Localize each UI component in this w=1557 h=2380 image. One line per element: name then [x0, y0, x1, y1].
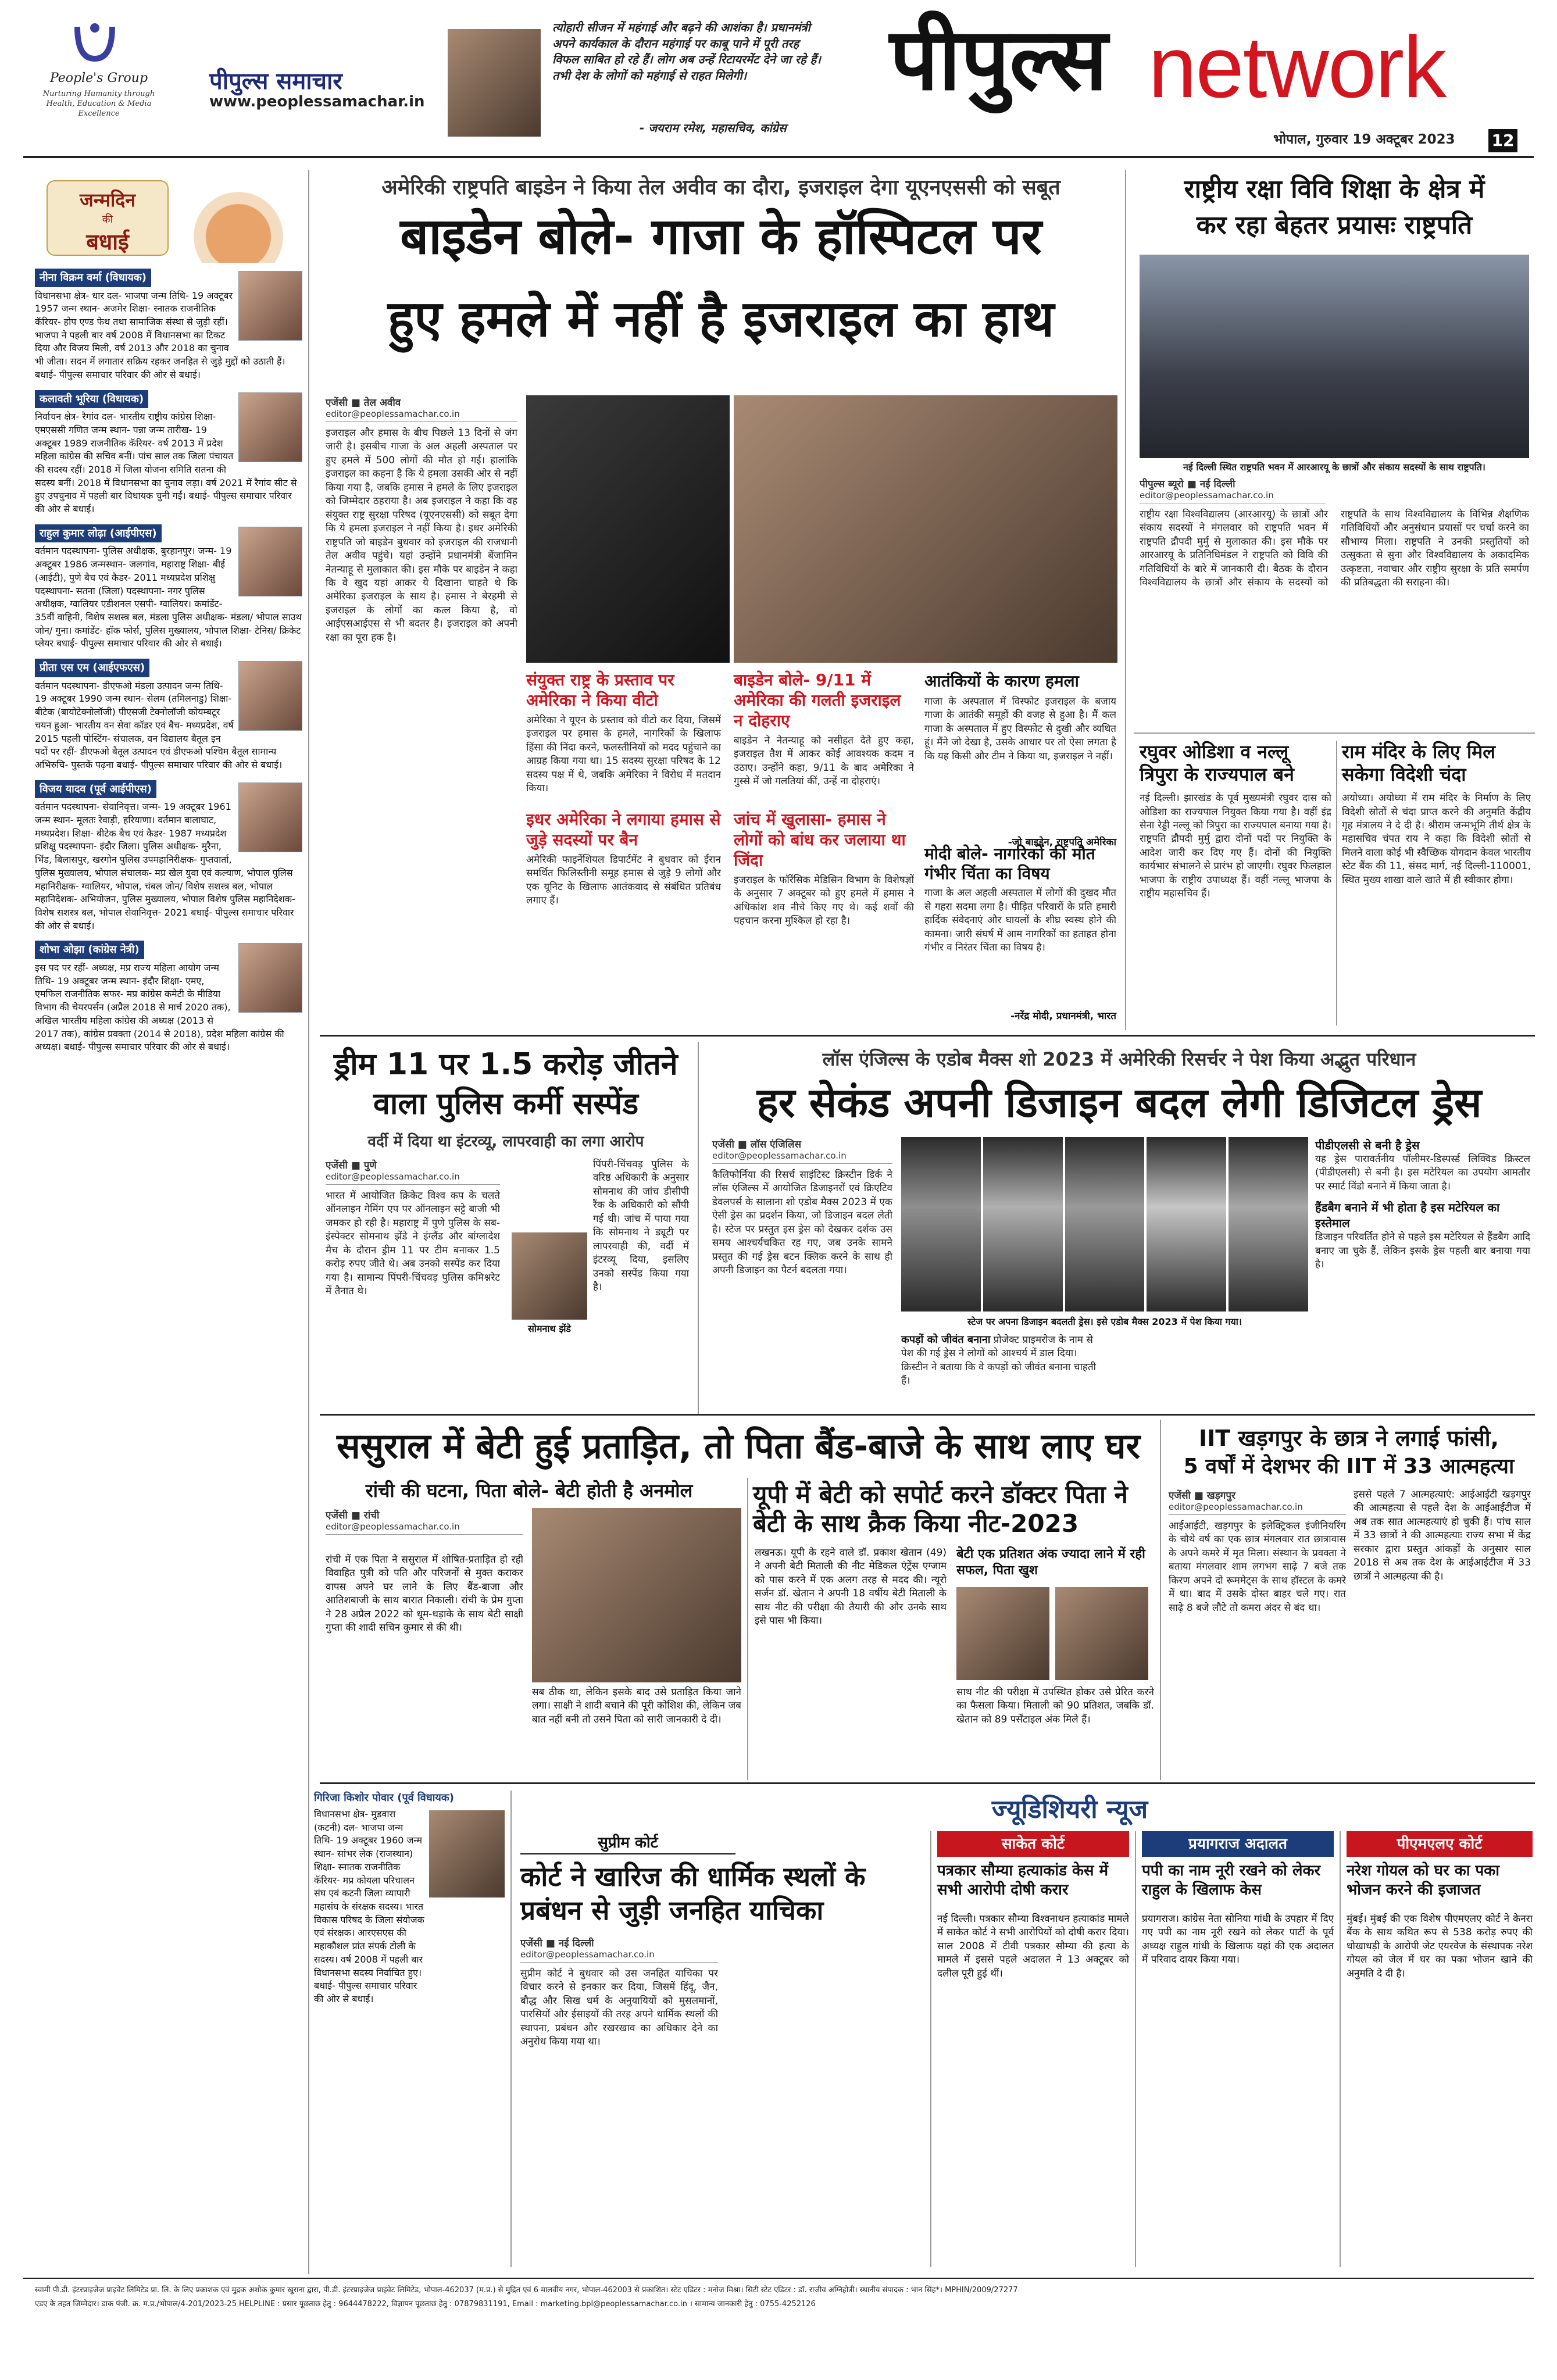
gaza-sub4 — [734, 809, 914, 1066]
gaza-sub6-body: गाजा के अल अहली अस्पताल में लोगों की दुखद मौत से गहरा सदमा लगा है। पीड़ित परिवारों के प्रति हमारी हार्दिक संवेदनाएं और घायलों के शीघ्र स्वस्थ होने की कामना। जारी संघर्ष में आम नागरिकों का हताहत होना गंभीर व निरंतर चिंता का विषय है। — [924, 887, 1116, 953]
prayag-label: प्रयागराज अदालत — [1142, 1831, 1334, 1857]
birthday-entry-text: विधानसभा क्षेत्र- धार दल- भाजपा जन्म तिथि- 19 अक्टूबर 1957 जन्म स्थान- अजमेर शिक्षा- स्नातक राजनीतिक कॅरियर- होप एण्ड फेथ तथा सामाजिक संस्था से जुड़ी रहीं। भाजपा ने पहली बार वर्ष 2008 में विधानसभा का टिकट दिया और विजय मिली, वर्ष 2013 और 2018 का चुनाव भी जीता। सदन में लगातार सक्रिय रहकर जनहित से जुड़े मुद्दों को उठाती हैं। बधाई- पीपुल्स समाचार परिवार की ओर से बधाई। — [35, 290, 285, 380]
dream11-headline-1: ड्रीम 11 पर 1.5 करोड़ जीतने — [334, 1047, 678, 1082]
gaza-headline-2: हुए हमले में नहीं है इजराइल का हाथ — [387, 290, 1055, 348]
birthday-entry-name: विजय यादव (पूर्व आईपीएस) — [35, 780, 156, 799]
gaza-byline: एजेंसी ■ तेल अवीव — [326, 397, 401, 409]
birthday-divider — [308, 170, 309, 2274]
gaza-sub3-title: बाइडेन बोले- 9/11 में अमेरिका की गलती इजराइल न दोहराए — [734, 670, 901, 730]
gaza-sub4-body: इजराइल के फॉरेंसिक मेडिसिन विभाग के विशेषज्ञों के अनुसार 7 अक्टूबर को हुए हमले में हमास ने अधिकांश शव नीचे किए गए थे। कई शवों की पहचान करना मुश्किल हो रहा है। — [734, 874, 914, 927]
birthday-entry-text: इस पद पर रहीं- अध्यक्ष, मप्र राज्य महिला आयोग जन्म तिथि- 19 अक्टूबर जन्म स्थान- इंदौर शिक्षा- एमए, एमफिल राजनीतिक सफर- मप्र कांग्रेस कमेटी के मीडिया विभाग की चेयरपर्सन (अप्रैल 2018 से मार्च 2020 तक), अखिल भारतीय महिला कांग्रेस की अध्यक्ष (2013 से 2017 तक), कांग्रेस प्रवक्ता (2014 से 2018), प्रदेश महिला कांग्रेस की अध्यक्ष। बधाई- पीपुल्स समाचार परिवार की ओर से बधाई। — [35, 962, 284, 1053]
birthday-entry-photo — [238, 661, 302, 731]
birthday-banner — [47, 180, 169, 256]
dream11-photo-caption: सोमनाथ झेंडे — [527, 1323, 571, 1334]
dowry-photo — [532, 1508, 741, 1682]
mid-rule-1 — [320, 1035, 1535, 1037]
page-number: 12 — [1488, 129, 1517, 152]
iit-byline: एजेंसी ■ खड़गपुर — [1169, 1490, 1235, 1502]
rammandir-body: अयोध्या। अयोध्या में राम मंदिर के निर्माण के लिए विदेशी स्रोतों से चंदा प्राप्त करने की अनुमति केंद्रीय गृह मंत्रालय ने दे दी है। श्रीराम जन्मभूमि तीर्थ क्षेत्र के महासचिव चंपत राय ने कहा कि विदेशी स्रोतों से मिलने वाला कोई भी स्वैच्छिक योगदान केवल भारतीय स्टेट बैंक की 11, संसद मार्ग, नई दिल्ली-110001, स्थित मुख्य शाखा वाले खाते में ही स्वीकार होगा। — [1342, 792, 1531, 886]
gaza-sub4-title: जांच में खुलासा- हमास ने लोगों को बांध कर जलाया था जिंदा — [734, 810, 906, 870]
quote-author: - जयराम रमेश, महासचिव, कांग्रेस — [640, 121, 787, 135]
birthday-entry-name: कलावती भूरिया (विधायक) — [35, 390, 148, 409]
dream11-divider — [698, 1042, 699, 1414]
dress-kicker: लॉस एंजिल्स के एडोब मैक्स शो 2023 में अमेरिकी रिसर्चर ने पेश किया अद्भुत परिधान — [822, 1048, 1416, 1070]
dowry-email[interactable]: editor@peoplessamachar.co.in — [326, 1521, 523, 1535]
dream11-body2-cont — [512, 1337, 686, 1401]
iit-story — [1169, 1488, 1346, 1752]
birthday-entry-photo — [238, 392, 302, 462]
prayag-headline: पपी का नाम नूरी रखने को लेकर राहुल के खिलाफ केस — [1142, 1862, 1321, 1899]
dress-sub3-body: डिजाइन परिवर्तित होने से पहले इस मटेरियल से हैंडबैग आदि बनाए जा चुके हैं, लेकिन इसके ड्रेस पहली बार बनाया गया है। — [1315, 1231, 1530, 1271]
birthday-entry-photo — [238, 782, 302, 852]
jaykishan-photo — [429, 1810, 505, 1897]
judiciary-div-2 — [1135, 1831, 1136, 2267]
dowry-byline: एजेंसी ■ रांची — [326, 1510, 380, 1521]
dream11-email[interactable]: editor@peoplessamachar.co.in — [326, 1171, 500, 1185]
dress-photo-3 — [1065, 1137, 1145, 1311]
dress-photo-4 — [1147, 1137, 1226, 1311]
dress-sub1-title: कपड़ों को जीवंत बनाना — [901, 1334, 991, 1346]
birthday-entry-photo — [238, 271, 302, 341]
rammandir-story — [1342, 741, 1531, 1019]
dream11-subhead: वर्दी में दिया था इंटरव्यू, लापरवाही का लगा आरोप — [367, 1133, 644, 1150]
birthday-title-3: बधाई — [86, 229, 129, 255]
dress-body: कैलिफोर्निया की रिसर्च साइंटिस्ट क्रिस्टीन डिर्क ने लॉस एंजिल्स में आयोजित डिजाइनरों एवं क्रिएटिव डेवलपर्स के सालाना शो एडोब मैक्स 2023 में एक ऐसी ड्रेस का प्रदर्शन किया, जो डिजाइन बदल लेती है। स्टेज पर प्रस्तुत इस ड्रेस को देखकर दर्शक उस समय आश्चर्यचकित रह गए, जब उनके सामने प्रस्तुत की गई ड्रेस बटन क्लिक करने के साथ ही अपनी डिजाइन का पैटर्न बदलता गया। — [712, 1169, 892, 1277]
brand-hindi: पीपुल्स — [890, 9, 1108, 109]
dress-byline: एजेंसी ■ लॉस एंजिलिस — [712, 1139, 801, 1150]
dowry-headline: ससुराल में बेटी हुई प्रताड़ित, तो पिता बैंड-बाजे के साथ लाए घर — [336, 1426, 1140, 1467]
jaykishan-box — [314, 1791, 512, 2267]
birthday-column — [35, 170, 302, 2274]
birthday-entry-name: शोभा ओझा (कांग्रेस नेत्री) — [35, 941, 144, 959]
iit-headline-2: 5 वर्षों में देशभर की IIT में 33 आत्महत्या — [1183, 1455, 1515, 1478]
gaza-sub5-author: -जो बाइडेन, राष्ट्रपति अमेरिका — [1008, 837, 1116, 848]
birthday-entry — [35, 524, 302, 651]
paper-small-title: पीपुल्स समाचार — [209, 68, 342, 95]
birthday-entry-text: वर्तमान पदस्थापना- पुलिस अधीक्षक, बुरहानपुर। जन्म- 19 अक्टूबर 1986 जन्मस्थान- जलगांव, महाराष्ट्र शिक्षा- बीई (आईटी), पुणे बैच एवं कैडर- 2011 मध्यप्रदेश प्रशिक्षु पदस्थापना- सतना (जिला) पदस्थापना- नगर पुलिस अधीक्षक, ग्वालियर एडीशनल एसपी- ग्वालियर। कमांडेंट- 35वीं वाहिनी, विशेष सशस्त्र बल, मंडला पुलिस अधीक्षक- मंडला/ भोपाल साउथ जोन/ गुना। कमांडेंट- हॉक फोर्स, पुलिस मुख्यालय, भोपाल शिक्षा- टेनिस/ क्रिकेट प्लेयर बधाई- पीपुल्स समाचार परिवार की ओर से बधाई। — [35, 545, 302, 649]
gaza-email[interactable]: editor@peoplessamachar.co.in — [326, 409, 517, 422]
gaza-sub3-body: बाइडेन ने नेतन्याहू को नसीहत देते हुए कहा, इजराइल तैश में आकर कोई आवश्यक कदम न उठाए। उन्होंने कहा, 9/11 के बाद अमेरिका ने गुस्से में जो गलतियां कीं, उन्हें ना दोहराएं। — [734, 735, 914, 788]
sc-body-col2 — [727, 1936, 924, 2250]
birthday-entry — [35, 390, 302, 516]
saket-body: नई दिल्ली। पत्रकार सौम्या विश्वनाथन हत्याकांड मामले में साकेत कोर्ट ने सभी आरोपियों को दोषी करार दिया। साल 2008 में टीवी पत्रकार सौम्या की हत्या के मामले में इससे पहले अदालत ने 13 अक्टूबर को दलील पूरी हुई थीं। — [937, 1913, 1129, 1979]
dress-photo-5 — [1229, 1137, 1308, 1311]
dream11-body2: पिंपरी-चिंचवड़ पुलिस के वरिष्ठ अधिकारी के अनुसार सोमनाथ की जांच डीसीपी रैंक के अधिकारी को सौंपी गई थी। जांच में पाया गया कि सोमनाथ ने ड्यूटी पर लापरवाही की, वर्दी में इंटरव्यू दिया, इसलिए उनको सस्पेंड किया गया है। — [593, 1159, 689, 1293]
jairam-ramesh-photo — [448, 29, 541, 137]
judiciary-div-3 — [1340, 1831, 1341, 2267]
footer-rule — [23, 2278, 1534, 2279]
sc-byline: एजेंसी ■ नई दिल्ली — [520, 1938, 594, 1949]
birthday-entry — [35, 659, 302, 772]
birthday-entry-text: वर्तमान पदस्थापना- सेवानिवृत्त। जन्म- 19 अक्टूबर 1961 जन्म स्थान- मूलतः रेवाड़ी, हरियाणा। वर्तमान बालाघाट, मध्यप्रदेश। शिक्षा- बीटेक बैच एवं कैडर- 1987 मध्यप्रदेश प्रशिक्षु पदस्थापना- इंदौर जिला। पुलिस अधीक्षक- मुरैना, भिंड, बिलासपुर, खरगोन पुलिस उपमहानिरीक्षक- गुप्तवार्ता, पुलिस मुख्यालय, भोपाल संचालक- मप्र खेल युवा एवं कल्याण, भोपाल पुलिस महानिरीक्षक- ग्वालियर, भोपाल, चंबल जोन/ विशेष सशस्त्र बल, भोपाल महानिदेशक- अभियोजन, पुलिस मुख्यालय, भोपाल विशेष पुलिस महानिदेशक- विशेष सशस्त्र बल, भोपाल सेवानिवृत्त- 2021 बधाई- पीपुल्स समाचार परिवार की ओर से बधाई। — [35, 801, 295, 931]
neet-headline: यूपी में बेटी को सपोर्ट करने डॉक्टर पिता ने बेटी के साथ क्रैक किया नीट-2023 — [753, 1480, 1128, 1538]
birthday-entry — [35, 269, 302, 382]
gaza-sub5 — [924, 670, 1116, 848]
quote-text: त्योहारी सीजन में महंगाई और बढ़ने की आशंका है। प्रधानमंत्री अपने कार्यकाल के दौरान महंगाई पर काबू पाने में पूरी तरह विफल साबित हो रहे हैं। लोग अब उन्हें रिटायरमेंट देने जा रहे हैं। तभी देश के लोगों को महंगाई से राहत मिलेगी। — [552, 20, 821, 83]
gaza-sub5-body: गाजा के अस्पताल में विस्फोट इजराइल के बजाय गाजा के आतंकी समूहों की वजह से हुआ है। मैं कल गाजा के अस्पताल में हुए विस्फोट से दुखी और व्यथित हूं। मैंने जो देखा है, उसके आधार पर तो ऐसा लगता है कि यह किसी और टीम ने किया था, इजराइल ने नहीं। — [924, 696, 1116, 762]
masthead-rule — [23, 156, 1534, 158]
president-caption: नई दिल्ली स्थित राष्ट्रपति भवन में आरआरयू के छात्रों और संकाय सदस्यों के साथ राष्ट्रपति। — [1183, 462, 1485, 473]
gaza-sub5-title: आतंकियों के कारण हमला — [924, 671, 1079, 691]
birthday-entry-name: नीना विक्रम वर्मा (विधायक) — [35, 269, 151, 287]
president-headline-1: राष्ट्रीय रक्षा विवि शिक्षा के क्षेत्र में — [1184, 174, 1485, 204]
mid-rule-3 — [320, 1782, 1535, 1784]
pmla-body: मुंबई। मुंबई की एक विशेष पीएमएलए कोर्ट ने केनरा बैंक के साथ कथित रूप से 538 करोड़ रुपए की धोखाधड़ी के आरोपी जेट एयरवेज के संस्थापक नरेश गोयल को जेल में घर का पका भोजन खाने की अनुमति दे दी है। — [1347, 1913, 1533, 1979]
dress-photo-2 — [983, 1137, 1063, 1311]
footer-line-2: एडए के तहत जिम्मेदार। डाक पंजी. क्र. म.प्र./भोपाल/4-201/2023-25 HELPLINE : प्रसार पूछताछ हेतु : 9644478222, विज्ञापन पूछताछ हेतु : 07879831191, Email : marketing.bpl@peoplessamachar.co.in । सामान्य जानकारी हेतु : 0755-4252126 — [35, 2300, 816, 2308]
gaza-sub1-body: अमेरिका ने यूएन के प्रस्ताव को वीटो कर दिया, जिसमें इजराइल पर हमास के हमले, नागरिकों के खिलाफ हिंसा की निंदा करने, फलस्तीनियों को मदद पहुंचाने का आग्रह किया गया था। 15 सदस्य सुरक्षा परिषद के 12 सदस्य पक्ष में थे, जबकि अमेरिका ने विरोध में मतदान किया। — [526, 714, 721, 795]
iit-email[interactable]: editor@peoplessamachar.co.in — [1169, 1502, 1346, 1515]
birthday-title-1: जन्मदिन — [79, 189, 136, 211]
dowry-subhead: रांची की घटना, पिता बोले- बेटी होती है अनमोल — [365, 1480, 693, 1502]
gaza-right-divider — [1125, 170, 1126, 1030]
gaza-sub6 — [924, 844, 1116, 1022]
dress-headline: हर सेकंड अपनी डिजाइन बदल लेगी डिजिटल ड्रेस — [756, 1079, 1482, 1127]
dowry-divider — [747, 1478, 748, 1780]
sc-label: सुप्रीम कोर्ट — [520, 1831, 735, 1854]
group-tagline: Nurturing Humanity through Health, Education & Media Excellence — [42, 90, 155, 118]
saket-label: साकेत कोर्ट — [937, 1831, 1129, 1857]
gaza-sub2 — [526, 809, 721, 1045]
gaza-sub2-body: अमेरिकी फाइनेंशियल डिपार्टमेंट ने बुधवार को ईरान समर्थित फिलिस्तीनी समूह हमास से जुड़े 9 लोगों और एक यूनिट के खिलाफ आतंकवाद से संबंधित प्रतिबंध लगाए हैं। — [526, 854, 721, 907]
dress-sub1 — [901, 1332, 1099, 1388]
jaykishan-text: विधानसभा क्षेत्र- मुडवारा (कटनी) दल- भाजपा जन्म तिथि- 19 अक्टूबर 1960 जन्म स्थान- सांभर लेक (राजस्थान) शिक्षा- स्नातक राजनीतिक कॅरियर- मप्र कोयला परिचालन संघ एवं कटनी जिला व्यापारी महासंघ के संरक्षक सदस्य। भारत विकास परिषद के जिला संयोजक एवं संरक्षक। आरएसएस की महाकौशल प्रांत संपर्क टोली के सदस्य। वर्ष 2008 में पहली बार विधानसभा सदस्य निर्वाचित हुए। बधाई- पीपुल्स समाचार परिवार की ओर से बधाई। — [314, 1809, 424, 2005]
group-logo-icon — [69, 15, 121, 67]
brand-english: network — [1148, 18, 1446, 116]
prayag-body: प्रयागराज। कांग्रेस नेता सोनिया गांधी के उपहार में दिए गए पपी का नाम नूरी रखने को लेकर पार्टी के पूर्व अध्यक्ष राहुल गांधी के खिलाफ यहां की एक अदालत में परिवाद दायर किया गया। — [1142, 1913, 1334, 1966]
peoples-group-logo — [69, 15, 121, 67]
birthday-list — [35, 269, 302, 1054]
birthday-entry-photo — [238, 527, 302, 596]
tripura-body: नई दिल्ली। झारखंड के पूर्व मुख्यमंत्री रघुवर दास को ओडिशा का राज्यपाल नियुक्त किया गया है। वहीं इंद्र सेना रेड्डी नल्लू को त्रिपुरा का राज्यपाल बनाया गया है। राष्ट्रपति द्रौपदी मुर्मु द्वारा दोनों पदों पर नियुक्ति के आदेश जारी कर दिए गए हैं। दोनों की नियुक्ति कार्यभार संभालने से प्रारंभ हो जाएगी। रघुवर फिलहाल भाजपा के राष्ट्रीय उपाध्यक्ष हैं। वहीं नल्लू भाजपा के राष्ट्रीय महासचिव हैं। — [1140, 792, 1331, 900]
gaza-sub2-title: इधर अमेरिका ने लगाया हमास से जुड़े सदस्यों पर बैन — [526, 810, 721, 849]
footer-line-1: स्वामी पी.डी. इंटरप्राइजेज प्राइवेट लिमिटेड प्रा. लि. के लिए प्रकाशक एवं मुद्रक अशोक कुमार खुराना द्वारा, पी.डी. इंटरप्राइजेज प्राइवेट लिमिटेड, भोपाल-462037 (म.प्र.) से मुद्रित एवं 6 मालवीय नगर, भोपाल-462003 से प्रकाशित। स्टेट एडिटर : मनोज मिश्रा। सिटी स्टेट एडिटर : डॉ. राजीव अग्निहोत्री। स्थानीय संपादक : भान सिंह*। MPHIN/2009/27277 — [35, 2286, 1018, 2295]
biden-netanyahu-photo — [526, 395, 730, 663]
dress-story — [712, 1137, 892, 1395]
gaza-headline-1: बाइडेन बोले- गाजा के हॉस्पिटल पर — [400, 208, 1042, 266]
sc-body: सुप्रीम कोर्ट ने बुधवार को उस जनहित याचिका पर विचार करने से इनकार कर दिया, जिसमें हिंदू, जैन, बौद्ध और सिख धर्म के अनुयायियों को मुसलमानों, पारसियों और ईसाइयों की तरह अपने धार्मिक स्थलों की स्थापना, प्रबंधन और रखरखाव का अधिकार देने का अनुरोध किया गया था। — [520, 1968, 718, 2048]
dress-side — [1315, 1137, 1530, 1272]
birthday-entry — [35, 941, 302, 1054]
tripura-divider — [1336, 741, 1337, 1025]
president-rule — [1134, 732, 1535, 734]
dress-sub3-title: हैंडबैग बनाने में भी होता है इस मटेरियल का इस्तेमाल — [1315, 1200, 1500, 1231]
dress-sub1-body: प्रोजेक्ट प्राइमरोज के नाम से पेश की गई ड्रेस ने लोगों को आश्चर्य में डाल दिया। क्रिस्टीन ने बताया कि वे कपड़ों को जीवंत बनाना चाहती हैं। — [901, 1334, 1097, 1387]
dress-caption: स्टेज पर अपना डिजाइन बदलती ड्रेस। इसे एडोब मैक्स 2023 में पेश किया गया। — [967, 1316, 1242, 1327]
gaza-byline-block — [326, 395, 517, 1043]
president-headline-2: कर रहा बेहतर प्रयासः राष्ट्रपति — [1196, 210, 1473, 240]
dress-email[interactable]: editor@peoplessamachar.co.in — [712, 1150, 892, 1164]
birthday-title-2: की — [102, 213, 113, 226]
dress-photos — [901, 1137, 1308, 1311]
pmla-headline: नरेश गोयल को घर का पका भोजन करने की इजाजत — [1347, 1862, 1499, 1899]
dream11-byline: एजेंसी ■ पुणे — [326, 1160, 377, 1171]
group-name: People's Group — [49, 71, 148, 85]
dowry-body2: सब ठीक था, लेकिन इसके बाद उसे प्रताड़ित किया जाने लगा। साक्षी ने शादी बचाने की पूरी कोशिश की, लेकिन जब बात नहीं बनी तो उसने पिता को सारी जानकारी दे दी। — [532, 1686, 741, 1725]
sc-email[interactable]: editor@peoplessamachar.co.in — [520, 1949, 718, 1963]
web-url[interactable]: www.peoplessamachar.in — [209, 93, 425, 110]
gaza-sub6-author: -नरेंद्र मोदी, प्रधानमंत्री, भारत — [1010, 1010, 1116, 1023]
dress-photo-1 — [901, 1137, 981, 1311]
gaza-sub1-title: संयुक्त राष्ट्र के प्रस्ताव पर अमेरिका ने किया वीटो — [526, 670, 674, 710]
judiciary-title: ज्यूडिशियरी न्यूज — [991, 1795, 1148, 1824]
dress-sub2-title: पीडीएलसी से बनी है ड्रेस — [1315, 1138, 1420, 1152]
president-email[interactable]: editor@peoplessamachar.co.in — [1140, 490, 1326, 503]
birthday-entry-name: राहुल कुमार लोढ़ा (आईपीएस) — [35, 524, 162, 543]
gaza-kicker: अमेरिकी राष्ट्रपति बाइडेन ने किया तेल अवीव का दौरा, इजराइल देगा यूएनएससी को सबूत — [381, 176, 1060, 199]
dowry-story — [326, 1508, 523, 1539]
gaza-sub1 — [526, 670, 721, 830]
birthday-entry-text: निर्वाचन क्षेत्र- रैगांव दल- भारतीय राष्ट्रीय कांग्रेस शिक्षा- एमएससी गणित जन्म स्थान- पन्ना जन्म तारीख- 19 अक्टूबर 1989 राजनीतिक कॅरियर- वर्ष 2013 में प्रदेश महिला कांग्रेस की सचिव बनीं। पांच साल तक जिला पंचायत की सदस्य रहीं। 2018 में जिला योजना समिति सतना की सदस्य बनीं। 2018 में विधानसभा का चुनाव लड़ा। वर्ष 2021 में रैगांव सीट से हुए उपचुनाव में पहली बार विधायक चुनी गईं। बधाई- पीपुल्स समाचार परिवार की ओर से बधाई। — [35, 411, 297, 515]
president-body: राष्ट्रीय रक्षा विश्वविद्यालय (आरआरयू) के छात्रों और संकाय सदस्यों ने मंगलवार को राष्ट्रपति भवन में राष्ट्रपति द्रौपदी मुर्मु से मुलाकात की। इस मौके पर आरआरयू के प्रतिनिधिमंडल ने राष्ट्रपति को विवि की गतिविधियों के बारे में जानकारी दी। बैठक के दौरान विश्वविद्यालय के छात्रों और संकाय के सदस्यों को राष्ट्रपति के साथ विश्वविद्यालय के विभिन्न शैक्षणिक गतिविधियों और अनुसंधान प्रयासों पर चर्चा करने का सौभाग्य मिला। राष्ट्रपति ने उनकी प्रस्तुतियों को उत्सुकता से सुना और विश्वविद्यालय के अकादमिक उत्कृष्टता, नवाचार और राष्ट्रीय सुरक्षा के प्रति समर्पण की प्रतिबद्धता की सराहना की। — [1140, 509, 1529, 589]
dream11-story — [326, 1158, 500, 1428]
president-group-photo — [1140, 255, 1529, 458]
birthday-entry-photo — [238, 943, 302, 1013]
saket-headline: पत्रकार सौम्या हत्याकांड केस में सभी आरोपी दोषी करार — [937, 1862, 1109, 1899]
pmla-label: पीएमएलए कोर्ट — [1347, 1831, 1533, 1857]
dress-sub1-right — [1108, 1332, 1308, 1402]
gaza-body: इजराइल और हमास के बीच पिछले 13 दिनों से जंग जारी है। इसबीच गाजा के अल अहली अस्पताल पर हुए हमले में 500 लोगों की मौत हो गई। हालांकि इजराइल का कहना है कि ये हमला उसकी ओर से नहीं किया गया है, जबकि हमास ने हमले के लिए इजराइल को जिम्मेदार ठहराया है। अब इजराइल ने कहा कि वह संयुक्त राष्ट्र सुरक्षा परिषद (यूएनएससी) को सबूत देगा कि ये हमला इजराइल ने नहीं किया है। इधर अमेरिकी राष्ट्रपति जो बाइडेन बुधवार को इजराइल की राजधानी तेल अवीव पहुंचे। यहां उन्होंने प्रधानमंत्री बेंजामिन नेतन्याहू से मुलाकात की। इस मौके पर बाइडेन ने कहा कि वे खुद यहां आकर ये दिखाना चाहते थे कि अमेरिका इजराइल के साथ है। हमास ने बेरहमी से इजराइल के लोगों का कत्ल किया है, वो आईएसआईएस से भी बदतर है। इजराइल को अपनी रक्षा का पूरा हक है। — [326, 427, 517, 644]
gaza-sub6-title: मोदी बोले- नागरिकों की मौत गंभीर चिंता का विषय — [924, 844, 1095, 883]
dream11-body: भारत में आयोजित क्रिकेट विश्व कप के चलते ऑनलाइन गेमिंग एप पर ऑनलाइन सट्टे बाजी भी जमकर हो रही है। महाराष्ट्र में पुणे पुलिस के सब-इंस्पेक्टर सोमनाथ झेंडे ने इंग्लैंड और बांग्लादेश मैच के दौरान ड्रीम 11 पर टीम बनाकर 1.5 करोड़ रुपए जीते थे। अब उनको सस्पेंड कर दिया गया है। सामान्य पिंपरी-चिंचवड़ पुलिस कमिश्नरेट में तैनात थे। — [326, 1190, 500, 1298]
birthday-entry-text: वर्तमान पदस्थापना- डीएफओ मंडला उत्पादन जन्म तिथि- 19 अक्टूबर 1990 जन्म स्थान- सेलम (तमिलनाडु) शिक्षा- बीटेक (बायोटेक्नोलॉजी) पीएसजी टेक्नोलॉजी कोयम्बटूर चयन हुआ- भारतीय वन सेवा कॉडर एवं बैच- मध्यप्रदेश, वर्ष 2015 पहली पोस्टिंग- संचालक, वन विद्यालय बैतूल इन पदों पर रहीं- डीएफओ बैतूल उत्पादन एवं डीएफओ पश्चिम बैतूल सामान्य अभिरुचि- पुस्तकें पढ़ना बधाई- पीपुल्स समाचार परिवार की ओर से बधाई। — [35, 680, 283, 771]
mid-rule-2 — [320, 1414, 1535, 1416]
dream11-headline-2: वाला पुलिस कर्मी सस्पेंड — [373, 1087, 639, 1121]
judiciary-div-1 — [930, 1831, 931, 2267]
sc-headline: कोर्ट ने खारिज की धार्मिक स्थलों के प्रबंधन से जुड़ी जनहित याचिका — [520, 1861, 866, 1926]
birthday-entry — [35, 780, 302, 933]
jaykishan-name: गिरिजा किशोर पोवार (पूर्व विधायक) — [314, 1792, 454, 1804]
dress-sub2-body: यह ड्रेस पारावर्तनीय पॉलीमर-डिस्पर्स्ड लिक्विड क्रिस्टल (पीडीएलसी) से बनी है। इस मटेरियल का उपयोग आमतौर पर स्मार्ट विंडो बनाने में किया जाता है। — [1315, 1153, 1530, 1192]
birthday-entry-name: प्रीता एस एम (आईएफएस) — [35, 659, 149, 677]
birthday-header — [35, 170, 302, 269]
tripura-story — [1140, 741, 1331, 1019]
neet-sub-title: बेटी एक प्रतिशत अंक ज्यादा लाने में रही सफल, पिता खुश — [956, 1547, 1145, 1578]
neet-divider — [1160, 1420, 1161, 1780]
iit-body2: इससे पहले 7 आत्महत्याएं: आईआईटी खड़गपुर की आत्महत्या से पहले देश के आईआईटीज में अब तक सात आत्महत्याएं हो चुकी हैं। पांच साल में 33 छात्रों ने की आत्महत्याः राज्य सभा में केंद्र सरकार द्वारा प्रस्तुत आंकड़ों के अनुसार साल 2018 से अब तक देश के आईआईटीज में 33 छात्रों ने आत्महत्या की है। — [1354, 1489, 1531, 1582]
rammandir-headline: राम मंदिर के लिए मिल सकेगा विदेशी चंदा — [1342, 741, 1495, 786]
iit-body: आईआईटी, खड़गपुर के इलेक्ट्रिकल इंजीनियरिंग के चौथे वर्ष का एक छात्र मंगलवार रात छात्रावास के अपने कमरे में मृत मिला। संस्थान के प्रवक्ता ने बताया मंगलवार शाम लगभग साढ़े 7 बजे तक किरण अपने दो रूममेट्स के साथ हॉस्टल के कमरे में था। बाद में उसके दोस्त बाहर चले गए। रात साढ़े 8 बजे लौटे तो कमरा अंदर से बंद था। — [1169, 1520, 1346, 1614]
neet-sub-body: साथ नीट की परीक्षा में उपस्थित होकर उसे प्रेरित करने का फैसला किया। मिताली को 90 प्रतिशत, जबकि डॉ. खेतान को 89 पर्सेंटाइल अंक मिले हैं। — [956, 1686, 1154, 1725]
gaza-protest-photo — [734, 395, 1117, 663]
president-story — [1140, 477, 1529, 698]
president-byline: पीपुल्स ब्यूरो ■ नई दिल्ली — [1140, 478, 1235, 490]
neet-daughter-photo — [1055, 1587, 1148, 1680]
dowry-body: रांची में एक पिता ने ससुराल में शोषित-प्रताड़ित हो रही विवाहित पुत्री को पति और परिजनों से मुक्त कराकर वापस अपने घर लाने के लिए बैंड-बाजा और आतिशबाजी के साथ बारात निकाली। रांची के प्रेम गुप्ता ने 28 अप्रैल 2022 को धूम-धड़ाके के साथ बेटी साक्षी गुप्ता की शादी सचिन कुमार से की थी। — [326, 1554, 523, 1634]
neet-body: लखनऊ। यूपी के रहने वाले डॉ. प्रकाश खेतान (49) ने अपनी बेटी मिताली की नीट मेडिकल एंट्रेंस एग्जाम को पास करने में एक अलग तरह से मदद की। न्यूरो सर्जन डॉ. खेतान ने अपनी 18 वर्षीय बेटी मिताली के साथ नीट की परीक्षा की तैयारी की और उनके साथ इसे पास भी किया। — [755, 1547, 947, 1627]
cake-illustration — [186, 176, 291, 263]
somnath-jhende-photo — [512, 1232, 587, 1320]
neet-father-photo — [956, 1587, 1049, 1680]
dateline: भोपाल, गुरुवार 19 अक्टूबर 2023 — [1273, 132, 1455, 147]
sc-story — [520, 1936, 718, 2240]
tripura-headline: रघुवर ओडिशा व नल्लू त्रिपुरा के राज्यपाल बने — [1140, 741, 1294, 786]
iit-headline-1: IIT खड़गपुर के छात्र ने लगाई फांसी, — [1198, 1425, 1499, 1451]
